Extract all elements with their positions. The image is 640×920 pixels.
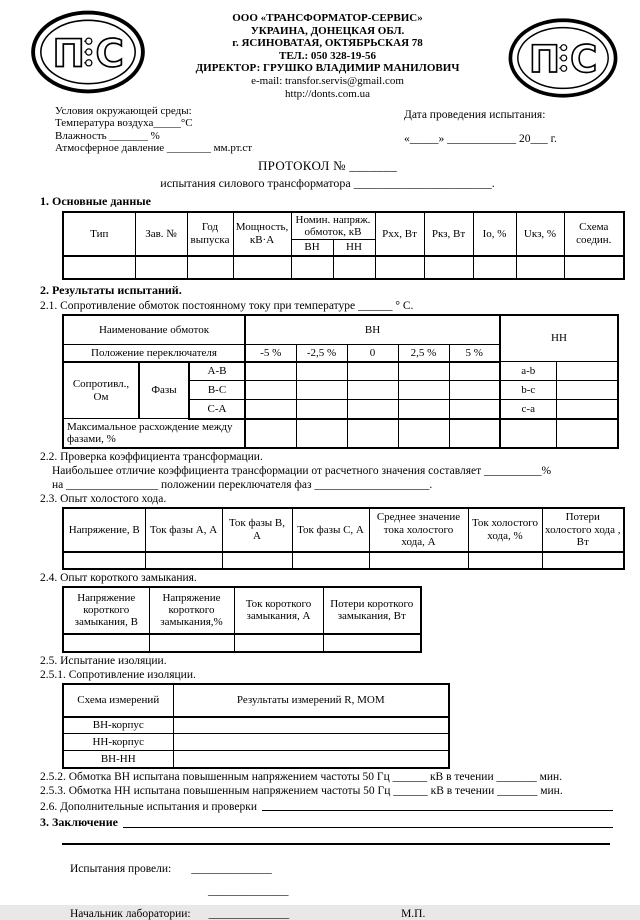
resistance-label: Сопротивл., Ом bbox=[63, 362, 139, 419]
col-io-header: Iо, % bbox=[473, 212, 516, 256]
blank-cell bbox=[424, 256, 473, 279]
test-date-label: Дата проведения испытания: bbox=[404, 109, 546, 121]
protocol-title: ПРОТОКОЛ № _______ bbox=[257, 157, 398, 173]
s251-heading: 2.5.1. Сопротивление изоляции. bbox=[40, 668, 196, 681]
blank-cell bbox=[245, 362, 296, 381]
col-pkz-header: Ркз, Вт bbox=[424, 212, 473, 256]
col-ukz-header: Uкз, % bbox=[516, 212, 564, 256]
blank-cell bbox=[63, 634, 149, 652]
col-voltage-header: Напряжение, В bbox=[63, 508, 145, 552]
tested-by-label: Испытания провели: bbox=[70, 862, 172, 875]
conclusion-line bbox=[40, 815, 613, 830]
company-phone: ТЕЛ.: 050 328-19-56 bbox=[279, 49, 376, 62]
s22-line1: Наибольшее отличие коэффициента трансформации от расчетного значения составляет __________% bbox=[52, 464, 552, 477]
col-year-header: Год выпуска bbox=[187, 212, 233, 256]
conditions-date-row bbox=[30, 105, 625, 155]
tap-position: -2,5 % bbox=[296, 345, 347, 362]
s24-heading: 2.4. Опыт короткого замыкания. bbox=[40, 571, 197, 584]
company-info-block bbox=[148, 6, 507, 100]
s21-heading: 2.1. Сопротивление обмоток постоянному току при температуре ______ ° С. bbox=[40, 299, 414, 312]
insulation-resistance-table bbox=[62, 683, 450, 769]
blank-cell bbox=[347, 362, 398, 381]
document-header bbox=[30, 6, 625, 103]
svg-text:С: С bbox=[95, 31, 124, 77]
s22-heading: 2.2. Проверка коэффициента трансформации. bbox=[40, 450, 263, 463]
blank-cell bbox=[449, 419, 500, 448]
blank-cell bbox=[296, 419, 347, 448]
signature-blank: ______________ bbox=[208, 907, 290, 920]
blank-cell bbox=[375, 256, 424, 279]
signature-blank: ______________ bbox=[208, 884, 289, 897]
blank-cell bbox=[173, 717, 449, 734]
blank-cell bbox=[516, 256, 564, 279]
scheme-row-label: ВН-корпус bbox=[63, 717, 173, 734]
signature-blank: ______________ bbox=[191, 862, 272, 875]
s253-line: 2.5.3. Обмотка НН испытана повышенным напряжением частоты 50 Гц ______ кВ в течении _______ мин. bbox=[40, 784, 563, 797]
blank-cell bbox=[173, 751, 449, 768]
col-current-b-header: Ток фазы В, А bbox=[222, 508, 292, 552]
pressure-line: Атмосферное давление ________ мм.рт.ст bbox=[55, 142, 253, 155]
company-region: УКРАИНА, ДОНЕЦКАЯ ОБЛ. bbox=[250, 24, 405, 37]
col-noload-current-header: Ток холостого хода, % bbox=[468, 508, 542, 552]
blank-cell bbox=[347, 419, 398, 448]
s26-line bbox=[40, 799, 613, 813]
tested-by-row-2 bbox=[208, 885, 625, 897]
col-noload-loss-header: Потери холостого хода , Вт bbox=[542, 508, 624, 552]
switch-position-label: Положение переключателя bbox=[63, 345, 245, 362]
tap-position: 5 % bbox=[449, 345, 500, 362]
blank-cell bbox=[500, 419, 556, 448]
col-avg-current-header: Среднее значение тока холостого хода, А bbox=[369, 508, 468, 552]
col-type-header: Тип bbox=[63, 212, 135, 256]
company-logo-right bbox=[507, 6, 625, 103]
section-2-heading: 2. Результаты испытаний. bbox=[40, 282, 182, 297]
conclusion-label: 3. Заключение bbox=[40, 814, 118, 829]
lab-head-label: Начальник лаборатории: bbox=[70, 907, 191, 920]
measure-result-header: Результаты измерений R, МОМ bbox=[173, 684, 449, 717]
company-email: e-mail: transfor.servis@gmail.com bbox=[251, 74, 404, 87]
environment-conditions bbox=[55, 105, 252, 155]
vn-group-header: ВН bbox=[245, 315, 500, 345]
blank-cell bbox=[556, 419, 618, 448]
blank-cell bbox=[556, 400, 618, 419]
blank-cell bbox=[187, 256, 233, 279]
tap-position: 2,5 % bbox=[398, 345, 449, 362]
s26-blank-line bbox=[262, 799, 613, 811]
no-load-test-table bbox=[62, 507, 625, 570]
svg-text:П: П bbox=[528, 38, 560, 82]
blank-cell bbox=[234, 634, 323, 652]
blank-cell bbox=[245, 381, 296, 400]
blank-cell bbox=[145, 552, 222, 569]
conclusion-blank-line bbox=[123, 816, 613, 828]
col-scheme-header: Схема соедин. bbox=[564, 212, 624, 256]
blank-cell bbox=[449, 381, 500, 400]
winding-name-header: Наименование обмоток bbox=[63, 315, 245, 345]
col-sc-voltage-pct-header: Напряжение короткого замыкания,% bbox=[149, 587, 234, 634]
company-director: ДИРЕКТОР: ГРУШКО ВЛАДИМИР МАНИЛОВИЧ bbox=[195, 62, 460, 75]
test-date-block bbox=[404, 105, 619, 155]
col-voltage-group-header: Номин. напряж. обмоток, кВ bbox=[291, 212, 375, 240]
tested-by-row bbox=[70, 863, 625, 875]
company-website: http://donts.com.ua bbox=[285, 87, 370, 100]
blank-cell bbox=[347, 400, 398, 419]
col-sc-current-header: Ток короткого замыкания, А bbox=[234, 587, 323, 634]
blank-cell bbox=[245, 419, 296, 448]
blank-cell bbox=[296, 400, 347, 419]
blank-cell bbox=[347, 381, 398, 400]
test-date-line: «_____» ____________ 20___ г. bbox=[404, 133, 557, 145]
blank-cell bbox=[556, 381, 618, 400]
protocol-subtitle: испытания силового трансформатора _______________________. bbox=[160, 175, 495, 190]
company-logo-left bbox=[30, 6, 148, 99]
tap-position: -5 % bbox=[245, 345, 296, 362]
s252-line: 2.5.2. Обмотка ВН испытана повышенным напряжением частоты 50 Гц ______ кВ в течении _______ мин. bbox=[40, 770, 563, 783]
col-sc-voltage-header: Напряжение короткого замыкания, В bbox=[63, 587, 149, 634]
phases-label: Фазы bbox=[139, 362, 189, 419]
col-current-c-header: Ток фазы С, А bbox=[292, 508, 369, 552]
blank-cell bbox=[556, 362, 618, 381]
ps-logo-icon bbox=[30, 10, 146, 94]
air-temperature-line: Температура воздуха_____°С bbox=[55, 117, 193, 130]
col-nn-header: НН bbox=[333, 240, 375, 256]
vn-phase-label: С-А bbox=[189, 400, 245, 419]
blank-cell bbox=[398, 362, 449, 381]
blank-cell bbox=[473, 256, 516, 279]
svg-text:П: П bbox=[52, 31, 85, 77]
blank-cell bbox=[369, 552, 468, 569]
s26-label: 2.6. Дополнительные испытания и проверки bbox=[40, 800, 258, 813]
scheme-row-label: ВН-НН bbox=[63, 751, 173, 768]
blank-cell bbox=[135, 256, 187, 279]
stamp-label: М.П. bbox=[401, 907, 426, 920]
blank-cell bbox=[63, 552, 145, 569]
s23-heading: 2.3. Опыт холостого хода. bbox=[40, 492, 167, 505]
blank-cell bbox=[333, 256, 375, 279]
blank-cell bbox=[222, 552, 292, 569]
blank-cell bbox=[398, 400, 449, 419]
blank-cell bbox=[542, 552, 624, 569]
blank-cell bbox=[173, 734, 449, 751]
blank-cell bbox=[468, 552, 542, 569]
blank-cell bbox=[291, 256, 333, 279]
max-divergence-label: Максимальное расхождение между фазами, % bbox=[63, 419, 245, 448]
vn-phase-label: А-В bbox=[189, 362, 245, 381]
blank-cell bbox=[292, 552, 369, 569]
col-power-header: Мощность, кВ·А bbox=[233, 212, 291, 256]
col-sc-loss-header: Потери короткого замыкания, Вт bbox=[323, 587, 421, 634]
short-circuit-table bbox=[62, 586, 422, 653]
winding-resistance-table bbox=[62, 314, 619, 449]
blank-cell bbox=[296, 362, 347, 381]
col-vn-header: ВН bbox=[291, 240, 333, 256]
blank-cell bbox=[398, 419, 449, 448]
col-current-a-header: Ток фазы А, А bbox=[145, 508, 222, 552]
nn-phase-label: a-b bbox=[500, 362, 556, 381]
svg-text:С: С bbox=[570, 38, 598, 82]
ps-logo-icon bbox=[507, 18, 619, 98]
humidity-line: Влажность _______ % bbox=[55, 129, 160, 142]
vn-phase-label: В-С bbox=[189, 381, 245, 400]
blank-cell bbox=[296, 381, 347, 400]
section-1-heading: 1. Основные данные bbox=[40, 193, 151, 208]
blank-cell bbox=[564, 256, 624, 279]
blank-cell bbox=[245, 400, 296, 419]
col-serial-header: Зав. № bbox=[135, 212, 187, 256]
blank-cell bbox=[449, 400, 500, 419]
blank-cell bbox=[233, 256, 291, 279]
nn-phase-label: b-c bbox=[500, 381, 556, 400]
blank-cell bbox=[63, 256, 135, 279]
nn-phase-label: c-a bbox=[500, 400, 556, 419]
basic-data-table bbox=[62, 211, 625, 280]
blank-cell bbox=[398, 381, 449, 400]
col-pxx-header: Рхх, Вт bbox=[375, 212, 424, 256]
measure-scheme-header: Схема измерений bbox=[63, 684, 173, 717]
company-address: г. ЯСИНОВАТАЯ, ОКТЯБРЬСКАЯ 78 bbox=[232, 37, 423, 50]
env-conditions-title: Условия окружающей среды: bbox=[55, 105, 192, 117]
s22-line2: на ________________ положении переключателя фаз ____________________. bbox=[52, 478, 433, 491]
blank-cell bbox=[449, 362, 500, 381]
lab-head-row bbox=[70, 908, 625, 920]
conclusion-continuation-line bbox=[62, 843, 610, 845]
s25-heading: 2.5. Испытание изоляции. bbox=[40, 654, 167, 667]
tap-position: 0 bbox=[347, 345, 398, 362]
blank-cell bbox=[149, 634, 234, 652]
blank-cell bbox=[323, 634, 421, 652]
scheme-row-label: НН-корпус bbox=[63, 734, 173, 751]
nn-group-header: НН bbox=[500, 315, 618, 362]
company-name: ООО «ТРАНСФОРМАТОР-СЕРВИС» bbox=[232, 12, 423, 24]
